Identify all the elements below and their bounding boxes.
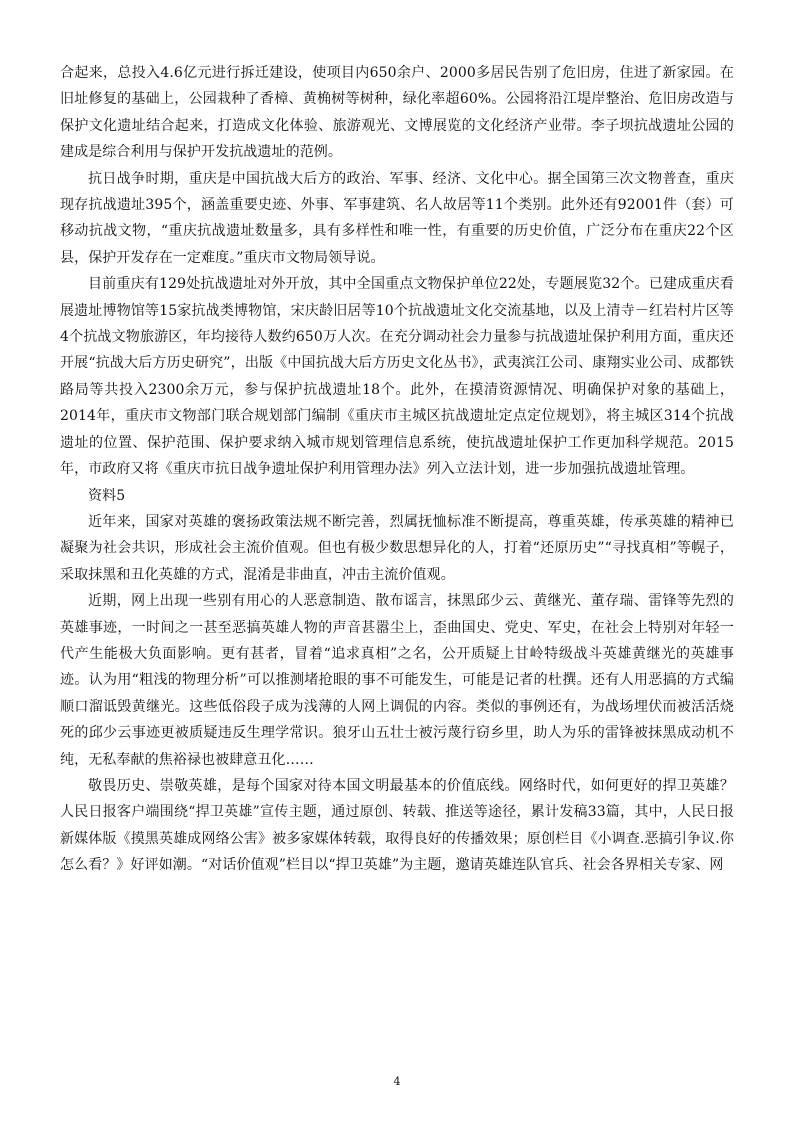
paragraph-heroes-policy: 近年来，国家对英雄的褒扬政策法规不断完善，烈属抚恤标准不断提高，尊重英雄，传承英雄的精神已凝聚为社会共识，形成社会主流价值观。但也有极少数思想异化的人，打着“还原历史”“寻找真相”等幌子，采取抹黑和丑化英雄的方式，混淆是非曲直，冲击主流价值观。 xyxy=(60,513,734,583)
paragraph-defend-heroes: 敬畏历史、崇敬英雄，是每个国家对待本国文明最基本的价值底线。网络时代，如何更好的捍卫英雄？人民日报客户端围绕“捍卫英雄”宣传主题，通过原创、转载、推送等途径，累计发稿33篇，其中，人民日报新媒体版《摸黑英雄成网络公害》被多家媒体转载，取得良好的传播效果；原创栏目《小调查.恶搞引争议.你怎么看？》好评如潮。“对话价值观”栏目以“捍卫英雄”为主题，邀请英雄连队官兵、社会各界相关专家、网 xyxy=(60,777,734,874)
paragraph-continued: 合起来，总投入4.6亿元进行拆迁建设，使项目内650余户、2000多居民告别了危旧房，住进了新家园。在旧址修复的基础上，公园栽种了香樟、黄桷树等树种，绿化率超60%。公园将沿江堤岸整治、危旧房改造与保护文化遗址结合起来，打造成文化体验、旅游观光、文博展览的文化经济产业带。李子坝抗战遗址公园的建成是综合利用与保护开发抗战遗址的范例。 xyxy=(60,65,734,161)
section-label-material-5: 资料5 xyxy=(88,487,126,504)
paragraph-chongqing-sites: 抗日战争时期，重庆是中国抗战大后方的政治、军事、经济、文化中心。据全国第三次文物普查，重庆现存抗战遗址395个，涵盖重要史迹、外事、军事建筑、名人故居等11个类别。此外还有92001件（套）可移动抗战文物，“重庆抗战遗址数量多，具有多样性和唯一性，有重要的历史价值，广泛分布在重庆22个区县，保护开发存在一定难度。”重庆市文物局领导说。 xyxy=(60,170,734,266)
paragraph-open-sites: 目前重庆有129处抗战遗址对外开放，其中全国重点文物保护单位22处，专题展览32个。已建成重庆看展遗址博物馆等15家抗战类博物馆，宋庆龄旧居等10个抗战遗址文化交流基地，以及上清寺－红岩村片区等4个抗战文物旅游区，年均接待人数约650万人次。在充分调动社会力量参与抗战遗址保护利用方面，重庆还开展“抗战大后方历史研究”，出版《中国抗战大后方历史文化丛书》，武夷滨江公司、康翔实业公司、成都铁路局等共投入2300余万元，参与保护抗战遗址18个。此外，在摸清资源情况、明确保护对象的基础上，2014年，重庆市文物部门联合规划部门编制《重庆市主城区抗战遗址定点定位规划》，将主城区314个抗战遗址的位置、保护范围、保护要求纳入城市规划管理信息系统，使抗战遗址保护工作更加科学规范。2015年，市政府又将《重庆市抗日战争遗址保护利用管理办法》列入立法计划，进一步加强抗战遗址管理。 xyxy=(60,276,734,478)
document-body xyxy=(60,60,734,879)
page-number: 4 xyxy=(393,1075,401,1088)
paragraph-rumors: 近期，网上出现一些别有用心的人恶意制造、散布谣言，抹黑邱少云、黄继光、董存瑞、雷锋等先烈的英雄事迹，一时间之一甚至恶搞英雄人物的声音甚嚣尘上，歪曲国史、党史、军史，在社会上特别对年轻一代产生能极大负面影响。更有甚者，冒着“追求真相”之名，公开质疑上甘岭特级战斗英雄黄继光的英雄事迹。认为用“粗浅的物理分析”可以推测堵抢眼的事不可能发生，可能是记者的杜撰。还有人用恶搞的方式编顺口溜诋毁黄继光。这些低俗段子成为浅薄的人网上调侃的内容。类似的事例还有，为战场埋伏而被活活烧死的邱少云事迹更被质疑违反生理学常识。狼牙山五壮士被污蔑行窃乡里，助人为乐的雷锋被抹黑成动机不纯，无私奉献的焦裕禄也被肆意丑化…… xyxy=(60,593,734,768)
